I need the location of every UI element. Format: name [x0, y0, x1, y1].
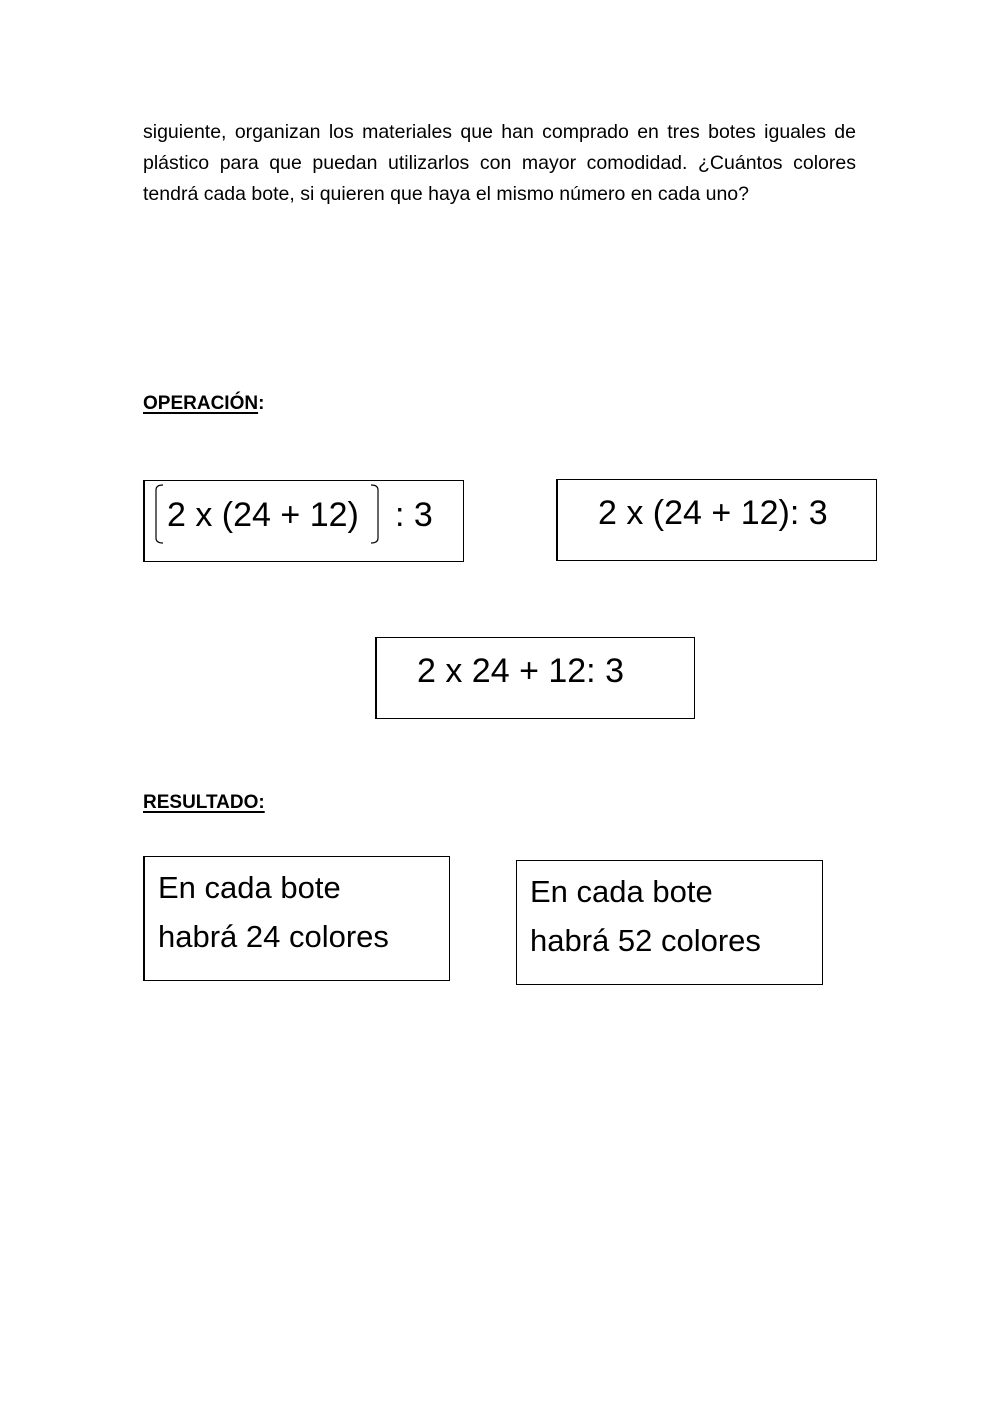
operation-label: OPERACIÓN: [143, 393, 259, 414]
operation-expression: 2 x (24 + 12): 3: [598, 494, 828, 532]
right-bracket-icon: [370, 484, 380, 544]
operation-option-no-grouping[interactable]: [375, 637, 695, 719]
result-line-2: habrá 52 colores: [530, 923, 761, 958]
operation-option-bracket[interactable]: [143, 480, 464, 562]
result-text: [158, 863, 389, 961]
operation-expression-main: 2 x (24 + 12): [167, 496, 359, 534]
result-line-2: habrá 24 colores: [158, 919, 389, 954]
operation-heading: [143, 393, 264, 415]
result-line-1: En cada bote: [530, 874, 713, 909]
result-option-52[interactable]: [516, 860, 823, 985]
operation-label-colon: :: [258, 393, 265, 414]
operation-expression-divisor: : 3: [395, 496, 433, 534]
operation-expression: 2 x 24 + 12: 3: [417, 652, 624, 690]
result-line-1: En cada bote: [158, 870, 341, 905]
result-heading: [143, 792, 265, 814]
operation-option-parentheses[interactable]: [556, 479, 877, 561]
problem-statement: siguiente, organizan los materiales que han comprado en tres botes iguales de plástico para que puedan utilizarlos con mayor comodidad. ¿Cuántos colores tendrá cada bote, si quieren que haya el mismo número en cada uno?: [143, 121, 856, 205]
left-bracket-icon: [154, 484, 164, 544]
result-option-24[interactable]: [143, 856, 450, 981]
result-label: RESULTADO:: [143, 792, 265, 813]
result-text: [530, 867, 761, 965]
